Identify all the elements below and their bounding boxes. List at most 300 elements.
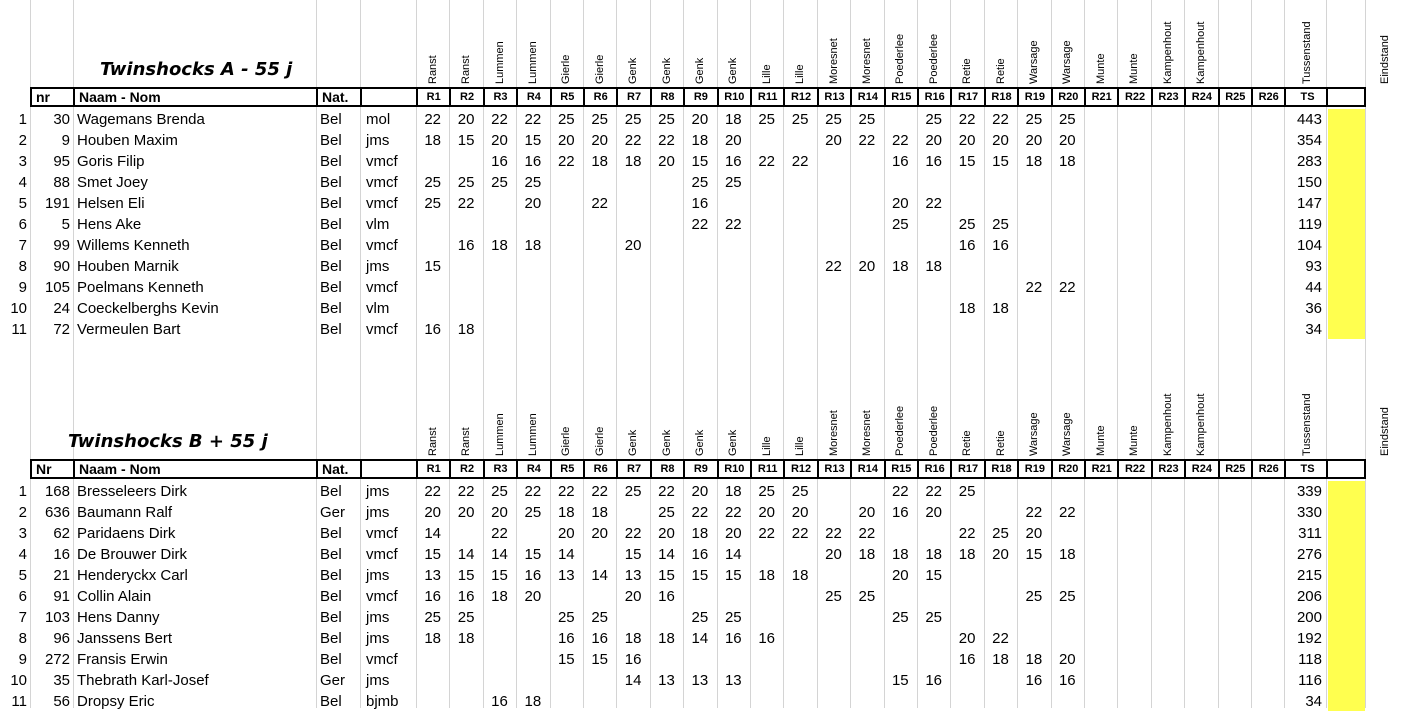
rider-name-cell: Smet Joey xyxy=(77,174,148,191)
rider-number-cell: 272 xyxy=(44,651,70,668)
score-cell: 15 xyxy=(658,567,675,584)
header-round: R2 xyxy=(460,91,475,103)
round-venue-label: Lummen xyxy=(493,41,506,84)
score-cell: 22 xyxy=(524,483,542,500)
score-cell: 22 xyxy=(658,483,675,500)
score-cell: 22 xyxy=(992,111,1009,128)
rider-name-cell: Baumann Ralf xyxy=(77,504,173,521)
score-cell: 20 xyxy=(557,132,575,149)
score-cell: 18 xyxy=(724,111,742,128)
round-venue-label: Lummen xyxy=(526,413,539,456)
score-cell: 14 xyxy=(491,546,508,563)
score-cell: 25 xyxy=(958,216,976,233)
header-round: R10 xyxy=(724,463,745,475)
score-cell: 18 xyxy=(491,237,508,254)
header-name: Naam - Nom xyxy=(79,89,161,105)
header-round: R26 xyxy=(1258,91,1279,103)
score-cell: 25 xyxy=(758,483,776,500)
rank-cell: 7 xyxy=(18,237,27,254)
score-cell: 18 xyxy=(1025,651,1043,668)
score-cell: 25 xyxy=(758,111,776,128)
rank-cell: 6 xyxy=(18,216,27,233)
round-venue-label: Genk xyxy=(693,429,706,456)
rank-cell: 9 xyxy=(18,651,27,668)
nationality-cell: Bel xyxy=(320,279,342,296)
score-cell: 18 xyxy=(1058,153,1076,170)
club-cell: jms xyxy=(366,609,390,626)
score-cell: 25 xyxy=(724,174,742,191)
club-cell: vmcf xyxy=(366,153,398,170)
score-cell: 14 xyxy=(691,630,709,647)
rank-cell: 5 xyxy=(18,195,27,212)
club-cell: mol xyxy=(366,111,391,128)
round-venue-label: Poederlee xyxy=(927,405,940,456)
nationality-cell: Bel xyxy=(320,630,342,647)
club-cell: jms xyxy=(366,672,390,689)
score-cell: 15 xyxy=(457,132,475,149)
total-score-cell: 147 xyxy=(1296,195,1322,212)
score-cell: 16 xyxy=(925,672,943,689)
round-venue-label: Warsage xyxy=(1061,40,1074,84)
round-venue-label: Genk xyxy=(727,429,740,456)
total-score-cell: 215 xyxy=(1296,567,1322,584)
score-cell: 18 xyxy=(791,567,809,584)
score-cell: 18 xyxy=(891,258,909,275)
score-cell: 22 xyxy=(891,132,909,149)
score-cell: 25 xyxy=(891,609,909,626)
nationality-cell: Bel xyxy=(320,525,342,542)
score-cell: 25 xyxy=(424,609,442,626)
score-cell: 16 xyxy=(524,567,542,584)
score-cell: 14 xyxy=(557,546,575,563)
score-cell: 20 xyxy=(457,504,475,521)
header-round: R21 xyxy=(1091,463,1112,475)
rider-number-cell: 168 xyxy=(44,483,70,500)
club-cell: vmcf xyxy=(366,651,398,668)
score-cell: 22 xyxy=(858,132,876,149)
round-venue-label: Lille xyxy=(794,64,807,84)
total-score-cell: 93 xyxy=(1305,258,1322,275)
nationality-cell: Ger xyxy=(320,504,346,521)
total-score-cell: 311 xyxy=(1298,525,1322,542)
score-cell: 14 xyxy=(457,546,475,563)
table-row xyxy=(0,628,1403,649)
total-score-cell: 34 xyxy=(1305,693,1322,710)
header-round: R22 xyxy=(1124,463,1146,475)
score-cell: 15 xyxy=(992,153,1009,170)
rider-name-cell: Hens Ake xyxy=(77,216,142,233)
rider-number-cell: 72 xyxy=(53,321,70,338)
score-cell: 20 xyxy=(891,567,909,584)
table-row xyxy=(0,214,1403,235)
rank-cell: 2 xyxy=(18,504,27,521)
score-cell: 15 xyxy=(457,567,475,584)
table-header-row xyxy=(30,87,1366,107)
total-score-cell: 150 xyxy=(1296,174,1322,191)
score-cell: 18 xyxy=(591,153,609,170)
score-cell: 16 xyxy=(891,153,909,170)
score-cell: 20 xyxy=(624,588,642,605)
table-row xyxy=(0,193,1403,214)
score-cell: 20 xyxy=(491,504,508,521)
score-cell: 20 xyxy=(825,132,842,149)
rider-number-cell: 88 xyxy=(53,174,70,191)
rank-cell: 10 xyxy=(10,672,27,689)
score-cell: 22 xyxy=(958,111,976,128)
score-cell: 22 xyxy=(624,132,642,149)
header-round: R12 xyxy=(790,91,812,103)
club-cell: jms xyxy=(366,258,390,275)
table-row xyxy=(0,319,1403,340)
round-venue-label: Moresnet xyxy=(860,410,873,456)
table-row xyxy=(0,691,1403,712)
rank-cell: 10 xyxy=(10,300,27,317)
score-cell: 20 xyxy=(858,504,876,521)
score-cell: 25 xyxy=(457,174,475,191)
rank-cell: 11 xyxy=(11,693,27,710)
rank-cell: 9 xyxy=(18,279,27,296)
round-venue-label: Retie xyxy=(994,58,1007,84)
score-cell: 14 xyxy=(424,525,442,542)
header-round: R5 xyxy=(560,91,575,103)
header-round: R18 xyxy=(991,463,1012,475)
rank-cell: 6 xyxy=(18,588,27,605)
nationality-cell: Ger xyxy=(320,672,346,689)
eindstand-label: Eindstand xyxy=(1379,407,1391,456)
header-round: R3 xyxy=(493,463,508,475)
rank-cell: 5 xyxy=(18,567,27,584)
rider-name-cell: Goris Filip xyxy=(77,153,145,170)
score-cell: 18 xyxy=(691,525,709,542)
score-cell: 25 xyxy=(791,111,809,128)
header-divider xyxy=(1326,89,1328,105)
club-cell: jms xyxy=(366,132,390,149)
score-cell: 16 xyxy=(658,588,675,605)
score-cell: 20 xyxy=(658,153,675,170)
score-cell: 20 xyxy=(992,132,1009,149)
score-cell: 25 xyxy=(992,216,1009,233)
rider-number-cell: 105 xyxy=(44,279,70,296)
header-round: R17 xyxy=(957,91,979,103)
club-cell: vlm xyxy=(366,300,390,317)
total-score-cell: 118 xyxy=(1298,651,1322,668)
score-cell: 16 xyxy=(424,588,442,605)
score-cell: 16 xyxy=(758,630,776,647)
round-venue-label: Genk xyxy=(727,57,740,84)
score-cell: 16 xyxy=(891,504,909,521)
score-cell: 22 xyxy=(591,483,609,500)
header-round: R22 xyxy=(1124,91,1146,103)
score-cell: 20 xyxy=(557,525,575,542)
table-row xyxy=(0,151,1403,172)
score-cell: 16 xyxy=(958,651,976,668)
header-nr: nr xyxy=(36,89,50,105)
score-cell: 15 xyxy=(424,258,442,275)
nationality-cell: Bel xyxy=(320,111,342,128)
score-cell: 20 xyxy=(925,132,943,149)
rider-number-cell: 30 xyxy=(53,111,70,128)
score-cell: 25 xyxy=(557,111,575,128)
rider-name-cell: Coeckelberghs Kevin xyxy=(77,300,219,317)
total-score-cell: 339 xyxy=(1296,483,1322,500)
table-row xyxy=(0,544,1403,565)
score-cell: 22 xyxy=(891,483,909,500)
score-cell: 20 xyxy=(858,258,876,275)
rider-name-cell: Willems Kenneth xyxy=(77,237,190,254)
score-cell: 22 xyxy=(758,153,776,170)
score-cell: 18 xyxy=(557,504,575,521)
header-round: R1 xyxy=(426,463,441,475)
score-cell: 15 xyxy=(557,651,575,668)
rider-number-cell: 16 xyxy=(53,546,70,563)
club-cell: bjmb xyxy=(366,693,399,710)
score-cell: 18 xyxy=(424,630,442,647)
header-round: R12 xyxy=(790,463,812,475)
rider-number-cell: 56 xyxy=(53,693,70,710)
score-cell: 25 xyxy=(491,483,508,500)
score-cell: 18 xyxy=(457,630,475,647)
rider-name-cell: Henderyckx Carl xyxy=(77,567,188,584)
score-cell: 25 xyxy=(691,174,709,191)
score-cell: 22 xyxy=(524,111,542,128)
score-cell: 25 xyxy=(557,609,575,626)
score-cell: 25 xyxy=(1025,111,1043,128)
total-score-cell: 206 xyxy=(1296,588,1322,605)
score-cell: 13 xyxy=(624,567,642,584)
rank-cell: 7 xyxy=(18,609,27,626)
round-venue-label: Genk xyxy=(627,429,640,456)
score-cell: 25 xyxy=(658,111,675,128)
header-round: R11 xyxy=(757,91,778,103)
tussenstand-label: Tussenstand xyxy=(1300,393,1313,456)
nationality-cell: Bel xyxy=(320,237,342,254)
rank-cell: 3 xyxy=(18,525,27,542)
round-venue-label: Moresnet xyxy=(827,38,840,84)
round-venue-label: Ranst xyxy=(460,427,473,456)
rider-number-cell: 103 xyxy=(44,609,70,626)
score-cell: 16 xyxy=(557,630,575,647)
total-score-cell: 192 xyxy=(1296,630,1322,647)
table-row xyxy=(0,523,1403,544)
nationality-cell: Bel xyxy=(320,216,342,233)
score-cell: 13 xyxy=(424,567,442,584)
score-cell: 16 xyxy=(624,651,642,668)
round-venue-label: Gierle xyxy=(560,426,573,456)
score-cell: 16 xyxy=(925,153,943,170)
nationality-cell: Bel xyxy=(320,483,342,500)
score-cell: 20 xyxy=(1025,132,1043,149)
total-score-cell: 116 xyxy=(1298,672,1322,689)
club-cell: vmcf xyxy=(366,237,398,254)
header-round: R16 xyxy=(924,463,945,475)
round-venue-label: Poederlee xyxy=(894,33,907,84)
rider-name-cell: Janssens Bert xyxy=(77,630,173,647)
table-row xyxy=(0,649,1403,670)
score-cell: 16 xyxy=(457,588,475,605)
club-cell: vmcf xyxy=(366,321,398,338)
score-cell: 20 xyxy=(624,237,642,254)
header-round: R23 xyxy=(1158,463,1179,475)
section-title: Twinshocks A - 55 j xyxy=(100,59,293,80)
score-cell: 20 xyxy=(791,504,809,521)
score-cell: 25 xyxy=(891,216,909,233)
nationality-cell: Bel xyxy=(320,195,342,212)
score-cell: 22 xyxy=(491,525,508,542)
score-cell: 25 xyxy=(624,111,642,128)
score-cell: 25 xyxy=(591,609,609,626)
club-cell: jms xyxy=(366,504,390,521)
score-cell: 25 xyxy=(524,174,542,191)
round-venue-label: Gierle xyxy=(560,54,573,84)
rider-number-cell: 24 xyxy=(53,300,70,317)
header-round: R4 xyxy=(526,91,541,103)
score-cell: 16 xyxy=(524,153,542,170)
score-cell: 22 xyxy=(825,258,842,275)
score-cell: 16 xyxy=(992,237,1009,254)
score-cell: 20 xyxy=(724,525,742,542)
total-score-cell: 354 xyxy=(1296,132,1322,149)
score-cell: 15 xyxy=(524,546,542,563)
score-cell: 22 xyxy=(825,525,842,542)
score-cell: 18 xyxy=(491,588,508,605)
rider-number-cell: 5 xyxy=(61,216,70,233)
score-cell: 13 xyxy=(691,672,709,689)
header-round: R10 xyxy=(724,91,745,103)
rider-name-cell: Thebrath Karl-Josef xyxy=(77,672,209,689)
score-cell: 22 xyxy=(691,504,709,521)
score-cell: 18 xyxy=(958,546,976,563)
round-venue-label: Ranst xyxy=(426,55,439,84)
table-row xyxy=(0,235,1403,256)
header-round: R19 xyxy=(1024,91,1045,103)
tussenstand-label: Tussenstand xyxy=(1300,21,1313,84)
header-nat: Nat. xyxy=(322,89,349,105)
score-cell: 18 xyxy=(524,693,542,710)
club-cell: jms xyxy=(366,630,390,647)
header-round: R2 xyxy=(460,463,475,475)
score-cell: 18 xyxy=(992,300,1009,317)
round-venue-label: Warsage xyxy=(1027,412,1040,456)
eindstand-label: Eindstand xyxy=(1379,35,1391,84)
round-venue-label: Gierle xyxy=(593,426,606,456)
score-cell: 16 xyxy=(958,237,976,254)
header-round: R17 xyxy=(957,463,979,475)
score-cell: 22 xyxy=(1058,279,1076,296)
header-round: R14 xyxy=(857,91,878,103)
score-cell: 25 xyxy=(858,111,876,128)
score-cell: 25 xyxy=(825,111,842,128)
rider-number-cell: 90 xyxy=(53,258,70,275)
score-cell: 18 xyxy=(925,258,943,275)
header-round: R6 xyxy=(593,91,608,103)
round-venue-label: Munte xyxy=(1128,425,1141,456)
score-cell: 16 xyxy=(691,546,709,563)
header-name: Naam - Nom xyxy=(79,461,161,477)
header-round: R15 xyxy=(891,463,912,475)
rider-number-cell: 9 xyxy=(61,132,70,149)
score-cell: 16 xyxy=(691,195,709,212)
round-venue-label: Genk xyxy=(660,429,673,456)
header-ts: TS xyxy=(1300,91,1315,103)
score-cell: 15 xyxy=(1025,546,1043,563)
score-cell: 18 xyxy=(858,546,876,563)
header-round: R6 xyxy=(593,463,608,475)
score-cell: 22 xyxy=(457,195,475,212)
round-venue-label: Moresnet xyxy=(860,38,873,84)
score-cell: 20 xyxy=(424,504,442,521)
score-cell: 14 xyxy=(658,546,675,563)
score-cell: 22 xyxy=(557,153,575,170)
score-cell: 16 xyxy=(491,693,508,710)
club-cell: vmcf xyxy=(366,546,398,563)
round-venue-label: Kampenhout xyxy=(1161,21,1174,84)
score-cell: 18 xyxy=(691,132,709,149)
rank-cell: 4 xyxy=(18,174,27,191)
rider-number-cell: 21 xyxy=(53,567,70,584)
rider-number-cell: 91 xyxy=(53,588,70,605)
score-cell: 25 xyxy=(858,588,876,605)
score-cell: 22 xyxy=(1025,504,1043,521)
score-cell: 14 xyxy=(624,672,642,689)
score-cell: 22 xyxy=(691,216,709,233)
score-cell: 16 xyxy=(491,153,508,170)
header-round: R11 xyxy=(757,463,778,475)
table-header-row xyxy=(30,459,1366,479)
rider-name-cell: Vermeulen Bart xyxy=(77,321,181,338)
rider-name-cell: Hens Danny xyxy=(77,609,160,626)
score-cell: 18 xyxy=(925,546,943,563)
score-cell: 14 xyxy=(724,546,742,563)
score-cell: 15 xyxy=(691,153,709,170)
score-cell: 18 xyxy=(992,651,1009,668)
rider-number-cell: 62 xyxy=(53,525,70,542)
rider-name-cell: Dropsy Eric xyxy=(77,693,155,710)
score-cell: 16 xyxy=(591,630,609,647)
rider-name-cell: De Brouwer Dirk xyxy=(77,546,188,563)
header-round: R25 xyxy=(1225,463,1246,475)
score-cell: 20 xyxy=(724,132,742,149)
score-cell: 20 xyxy=(491,132,508,149)
round-venue-label: Poederlee xyxy=(894,405,907,456)
header-divider xyxy=(360,89,362,105)
header-round: R26 xyxy=(1258,463,1279,475)
score-cell: 20 xyxy=(457,111,475,128)
round-venue-label: Retie xyxy=(994,430,1007,456)
score-cell: 22 xyxy=(1058,504,1076,521)
nationality-cell: Bel xyxy=(320,132,342,149)
score-cell: 18 xyxy=(424,132,442,149)
nationality-cell: Bel xyxy=(320,321,342,338)
score-cell: 22 xyxy=(424,111,442,128)
score-cell: 25 xyxy=(491,174,508,191)
score-cell: 16 xyxy=(724,630,742,647)
header-round: R23 xyxy=(1158,91,1179,103)
header-round: R14 xyxy=(857,463,878,475)
total-score-cell: 330 xyxy=(1296,504,1322,521)
club-cell: jms xyxy=(366,567,390,584)
score-cell: 22 xyxy=(858,525,876,542)
score-cell: 16 xyxy=(1058,672,1076,689)
header-round: R16 xyxy=(924,91,945,103)
score-cell: 20 xyxy=(524,588,542,605)
round-venue-label: Genk xyxy=(627,57,640,84)
score-cell: 20 xyxy=(591,132,609,149)
round-venue-label: Ranst xyxy=(460,55,473,84)
table-row xyxy=(0,481,1403,502)
total-score-cell: 283 xyxy=(1296,153,1322,170)
score-cell: 13 xyxy=(724,672,742,689)
score-cell: 25 xyxy=(825,588,842,605)
